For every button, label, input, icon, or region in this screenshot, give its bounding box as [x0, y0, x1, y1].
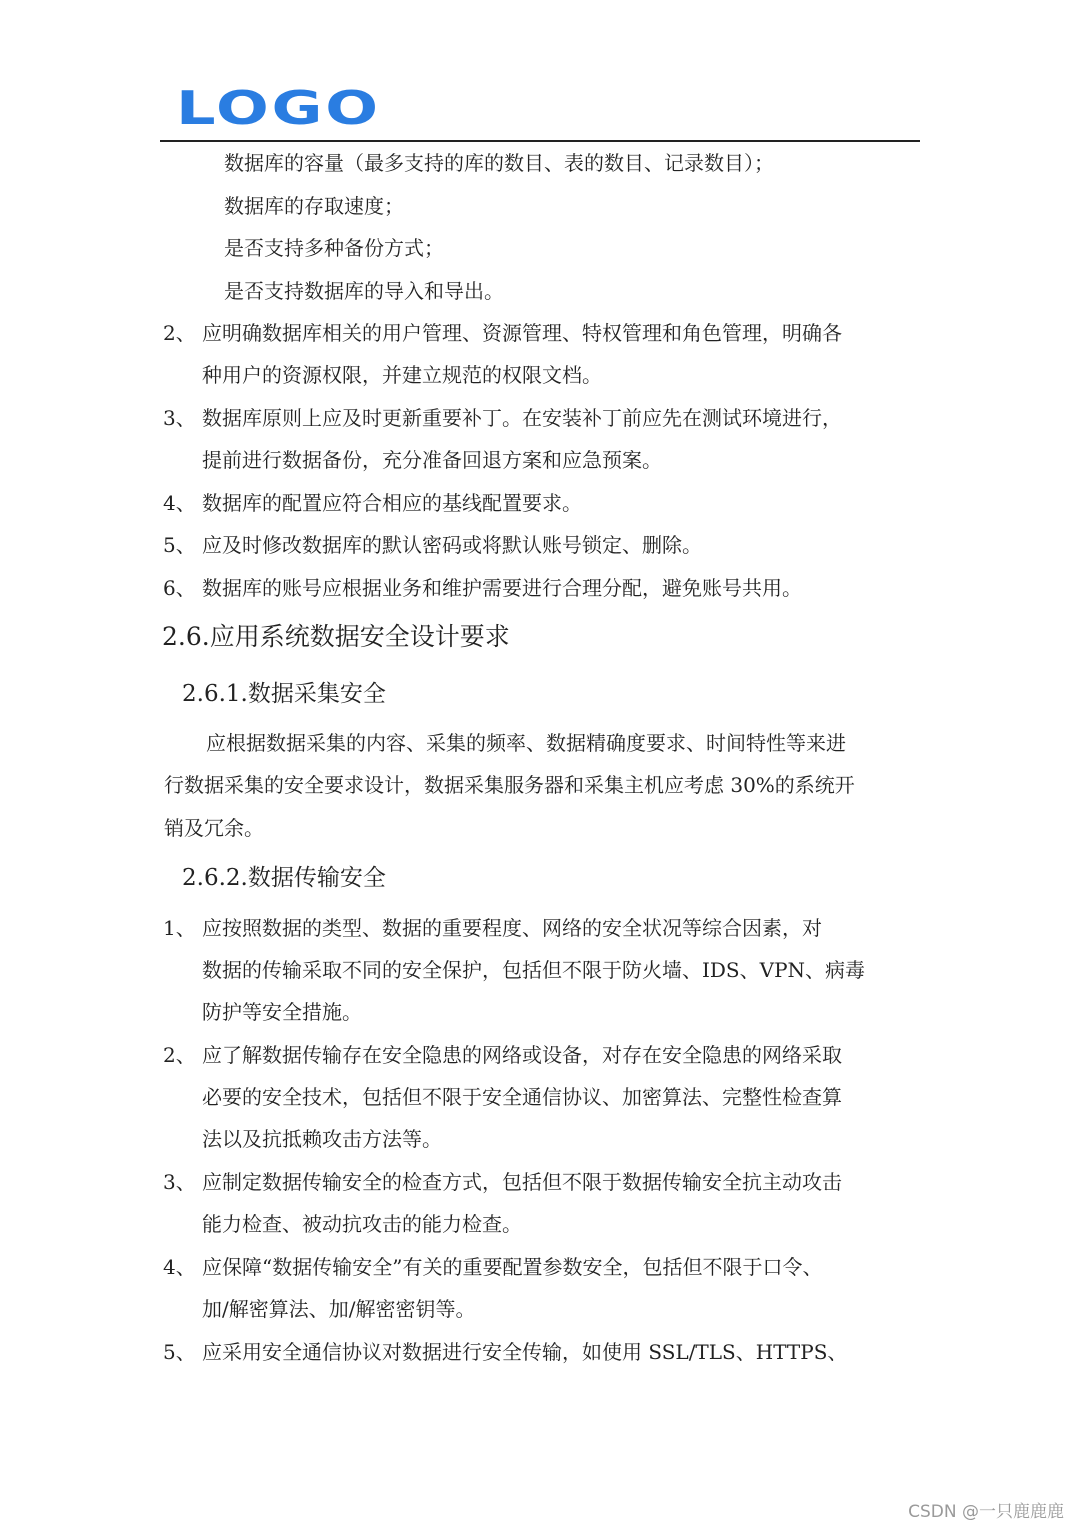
- watermark: CSDN @一只鹿鹿鹿: [908, 1502, 1064, 1522]
- list-item-line: 法以及抗抵赖攻击方法等。: [202, 1127, 442, 1151]
- list-number: 3、: [163, 406, 196, 430]
- sub-item: 数据库的存取速度；: [224, 194, 404, 218]
- logo: LOGO: [176, 81, 381, 135]
- list-number: 1、: [163, 916, 196, 940]
- paragraph-line: 行数据采集的安全要求设计，数据采集服务器和采集主机应考虑 30%的系统开: [164, 773, 855, 797]
- list-number: 3、: [163, 1170, 196, 1194]
- list-item-line: 数据的传输采取不同的安全保护，包括但不限于防火墙、IDS、VPN、病毒: [202, 958, 866, 982]
- list-item-line: 种用户的资源权限，并建立规范的权限文档。: [202, 363, 602, 387]
- list-item-line: 数据库的账号应根据业务和维护需要进行合理分配，避免账号共用。: [202, 576, 802, 600]
- subsection-heading: 2.6.1.数据采集安全: [182, 681, 386, 707]
- list-item-line: 应保障“数据传输安全”有关的重要配置参数安全，包括但不限于口令、: [202, 1255, 823, 1279]
- list-item-line: 必要的安全技术，包括但不限于安全通信协议、加密算法、完整性检查算: [202, 1085, 842, 1109]
- sub-item: 是否支持多种备份方式；: [224, 236, 444, 260]
- list-item-line: 加/解密算法、加/解密密钥等。: [202, 1297, 476, 1321]
- list-item-line: 提前进行数据备份，充分准备回退方案和应急预案。: [202, 448, 662, 472]
- list-number: 5、: [163, 533, 196, 557]
- list-number: 5、: [163, 1340, 196, 1364]
- sub-item: 数据库的容量（最多支持的库的数目、表的数目、记录数目）；: [224, 151, 774, 175]
- list-item-line: 数据库的配置应符合相应的基线配置要求。: [202, 491, 582, 515]
- list-number: 2、: [163, 1043, 196, 1067]
- paragraph-line: 应根据数据采集的内容、采集的频率、数据精确度要求、时间特性等来进: [206, 731, 846, 755]
- subsection-heading: 2.6.2.数据传输安全: [182, 865, 386, 891]
- list-number: 4、: [163, 491, 196, 515]
- list-number: 4、: [163, 1255, 196, 1279]
- list-number: 6、: [163, 576, 196, 600]
- list-item-line: 应制定数据传输安全的检查方式，包括但不限于数据传输安全抗主动攻击: [202, 1170, 842, 1194]
- list-item-line: 应采用安全通信协议对数据进行安全传输，如使用 SSL/TLS、HTTPS、: [202, 1340, 848, 1364]
- paragraph-line: 销及冗余。: [164, 816, 264, 840]
- list-item-line: 能力检查、被动抗攻击的能力检查。: [202, 1212, 522, 1236]
- list-item-line: 应明确数据库相关的用户管理、资源管理、特权管理和角色管理，明确各: [202, 321, 842, 345]
- sub-item: 是否支持数据库的导入和导出。: [224, 279, 504, 303]
- header-rule: [160, 140, 920, 142]
- list-item-line: 应了解数据传输存在安全隐患的网络或设备，对存在安全隐患的网络采取: [202, 1043, 842, 1067]
- list-item-line: 防护等安全措施。: [202, 1000, 362, 1024]
- list-item-line: 应及时修改数据库的默认密码或将默认账号锁定、删除。: [202, 533, 702, 557]
- list-item-line: 应按照数据的类型、数据的重要程度、网络的安全状况等综合因素，对: [202, 916, 822, 940]
- list-item-line: 数据库原则上应及时更新重要补丁。在安装补丁前应先在测试环境进行，: [202, 406, 842, 430]
- section-heading: 2.6.应用系统数据安全设计要求: [162, 622, 510, 651]
- list-number: 2、: [163, 321, 196, 345]
